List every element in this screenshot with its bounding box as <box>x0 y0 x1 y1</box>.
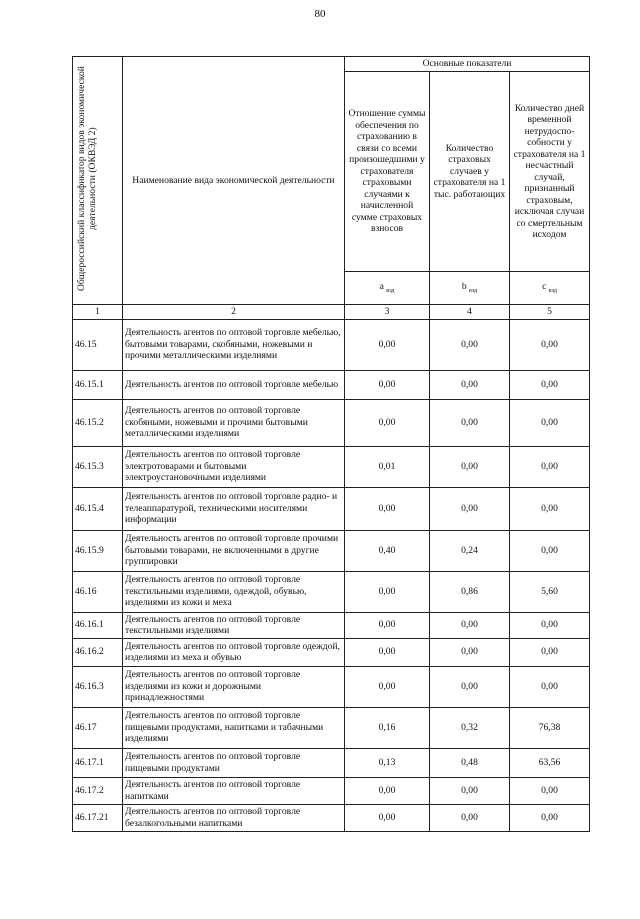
header-code-cell <box>73 57 123 305</box>
header-name-cell <box>123 57 345 305</box>
column-number: 5 <box>510 305 590 320</box>
value-b: 0,24 <box>430 530 510 571</box>
activity-name: Деятельность агентов по оптовой торговле напитками <box>123 777 345 804</box>
value-a: 0,00 <box>345 638 430 666</box>
value-c: 0,00 <box>510 370 590 399</box>
value-b: 0,00 <box>430 638 510 666</box>
value-a: 0,00 <box>345 804 430 831</box>
value-a: 0,00 <box>345 612 430 638</box>
value-c: 5,60 <box>510 571 590 612</box>
value-c: 0,00 <box>510 399 590 446</box>
value-b: 0,48 <box>430 748 510 777</box>
okved-code: 46.15.4 <box>73 487 123 530</box>
header-col-a: Отношение суммы обеспечения по страхованию в связи со всеми произошедшими у страхователя страховыми случаями к начисленной сумме страховых взносов <box>345 72 430 272</box>
table-row <box>73 319 590 370</box>
activity-name: Деятельность агентов по оптовой торговле одеждой, изделиями из меха и обувью <box>123 638 345 666</box>
activity-name: Деятельность агентов по оптовой торговле скобяными, ножевыми и прочими бытовыми металлическими изделиями <box>123 399 345 446</box>
okved-code: 46.16.3 <box>73 666 123 707</box>
value-b: 0,00 <box>430 319 510 370</box>
value-c: 0,00 <box>510 530 590 571</box>
table-row <box>73 638 590 666</box>
okved-code: 46.17.1 <box>73 748 123 777</box>
page-number: 80 <box>314 8 326 20</box>
table-row <box>73 777 590 804</box>
okved-code: 46.15.1 <box>73 370 123 399</box>
value-b: 0,32 <box>430 707 510 748</box>
table-row <box>73 804 590 831</box>
value-c: 0,00 <box>510 612 590 638</box>
activity-name: Деятельность агентов по оптовой торговле мебелью, бытовыми товарами, скобяными, ножевыми и прочими металлическими изделиями <box>123 319 345 370</box>
table-header <box>73 57 590 320</box>
value-c: 0,00 <box>510 804 590 831</box>
symbol-b: b $_{вэд}$ <box>430 272 510 305</box>
header-main-group: Основные показатели <box>345 57 590 72</box>
okved-code: 46.17.2 <box>73 777 123 804</box>
table-row <box>73 370 590 399</box>
value-a: 0,00 <box>345 370 430 399</box>
value-a: 0,13 <box>345 748 430 777</box>
value-b: 0,00 <box>430 399 510 446</box>
okved-code: 46.17 <box>73 707 123 748</box>
value-a: 0,40 <box>345 530 430 571</box>
value-b: 0,00 <box>430 612 510 638</box>
table-row <box>73 666 590 707</box>
column-number: 1 <box>73 305 123 320</box>
value-c: 63,56 <box>510 748 590 777</box>
value-b: 0,86 <box>430 571 510 612</box>
value-c: 0,00 <box>510 446 590 487</box>
okved-code: 46.15.2 <box>73 399 123 446</box>
table-row <box>73 399 590 446</box>
value-b: 0,00 <box>430 666 510 707</box>
activity-name: Деятельность агентов по оптовой торговле пищевыми продуктами, напитками и табачными изделиями <box>123 707 345 748</box>
value-c: 0,00 <box>510 487 590 530</box>
table-row <box>73 571 590 612</box>
column-number: 2 <box>123 305 345 320</box>
table-body <box>73 319 590 831</box>
activity-name: Деятельность агентов по оптовой торговле текстильными изделиями <box>123 612 345 638</box>
header-col-b: Количество страховых случаев у страхователя на 1 тыс. работающих <box>430 72 510 272</box>
value-c: 0,00 <box>510 319 590 370</box>
activity-name: Деятельность агентов по оптовой торговле текстильными изделиями, одеждой, обувью, изделиями из кожи и меха <box>123 571 345 612</box>
value-c: 76,38 <box>510 707 590 748</box>
activity-name: Деятельность агентов по оптовой торговле радио- и телеаппаратурой, техническими носителями информации <box>123 487 345 530</box>
okved-code: 46.16.1 <box>73 612 123 638</box>
okved-code: 46.15.3 <box>73 446 123 487</box>
value-a: 0,01 <box>345 446 430 487</box>
value-b: 0,00 <box>430 370 510 399</box>
table-row <box>73 530 590 571</box>
header-col-c: Количество дней временной нетрудоспо-собности у страхователя на 1 несчастный случай, признанный страховым, исключая случаи со смертельным исходом <box>510 72 590 272</box>
okved-code: 46.16 <box>73 571 123 612</box>
activity-name: Деятельность агентов по оптовой торговле изделиями из кожи и дорожными принадлежностями <box>123 666 345 707</box>
value-c: 0,00 <box>510 666 590 707</box>
activity-name: Деятельность агентов по оптовой торговле прочими бытовыми товарами, не включенными в другие группировки <box>123 530 345 571</box>
column-number-row <box>73 305 590 320</box>
okved-code: 46.17.21 <box>73 804 123 831</box>
activity-name: Деятельность агентов по оптовой торговле электротоварами и бытовыми электроустановочными изделиями <box>123 446 345 487</box>
value-a: 0,00 <box>345 319 430 370</box>
activity-name: Деятельность агентов по оптовой торговле безалкогольными напитками <box>123 804 345 831</box>
value-b: 0,00 <box>430 804 510 831</box>
table-row <box>73 748 590 777</box>
column-number: 3 <box>345 305 430 320</box>
value-c: 0,00 <box>510 638 590 666</box>
header-name-label: Наименование вида экономической деятельности <box>132 174 335 186</box>
table-row <box>73 707 590 748</box>
activity-name: Деятельность агентов по оптовой торговле мебелью <box>123 370 345 399</box>
value-a: 0,00 <box>345 487 430 530</box>
okved-code: 46.15.9 <box>73 530 123 571</box>
okved-code: 46.16.2 <box>73 638 123 666</box>
activity-name: Деятельность агентов по оптовой торговле пищевыми продуктами <box>123 748 345 777</box>
value-a: 0,00 <box>345 399 430 446</box>
table-row <box>73 446 590 487</box>
value-c: 0,00 <box>510 777 590 804</box>
value-a: 0,00 <box>345 777 430 804</box>
column-number: 4 <box>430 305 510 320</box>
value-b: 0,00 <box>430 446 510 487</box>
value-a: 0,00 <box>345 666 430 707</box>
table-row <box>73 487 590 530</box>
okved-code: 46.15 <box>73 319 123 370</box>
value-a: 0,16 <box>345 707 430 748</box>
value-a: 0,00 <box>345 571 430 612</box>
value-b: 0,00 <box>430 777 510 804</box>
table-row <box>73 612 590 638</box>
indicators-table <box>72 56 590 832</box>
header-code-label: Общероссийский классификатор видов экономической деятельности (ОКВЭД 2) <box>75 66 98 292</box>
symbol-a: a $_{вэд}$ <box>345 272 430 305</box>
value-b: 0,00 <box>430 487 510 530</box>
symbol-c: c $_{вэд}$ <box>510 272 590 305</box>
